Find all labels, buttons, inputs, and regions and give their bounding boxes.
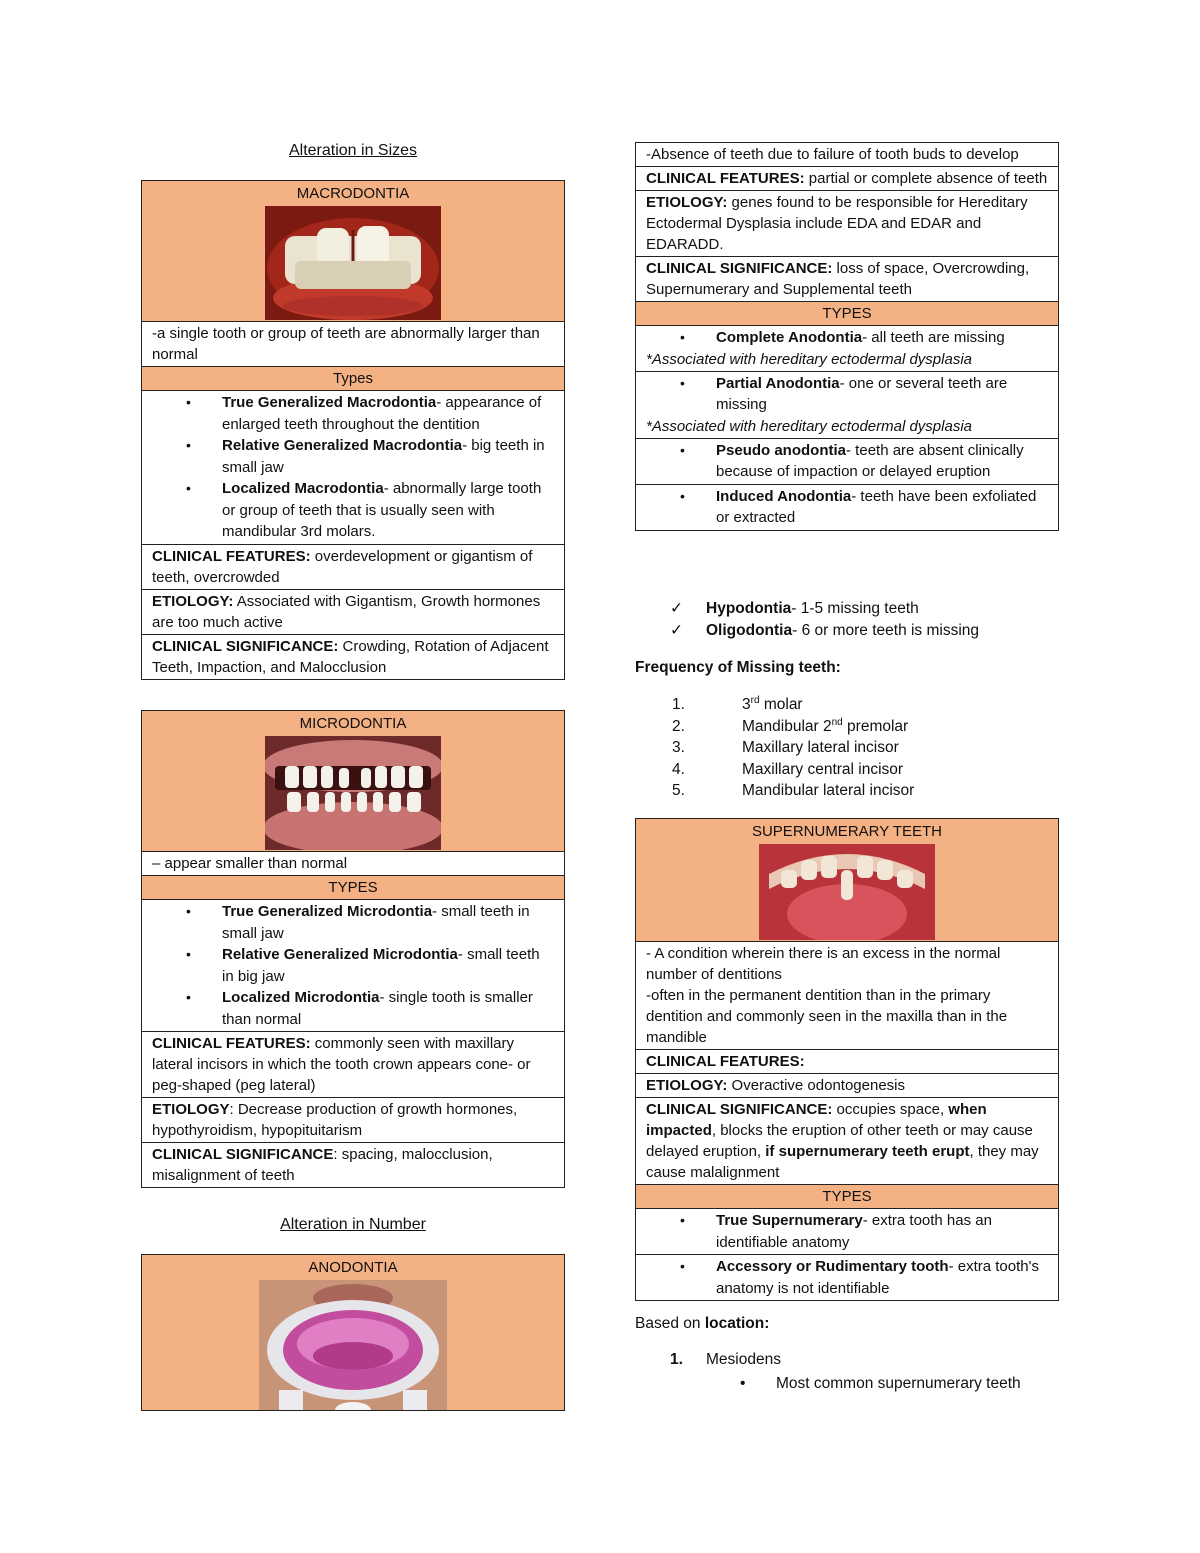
microdontia-types [142, 900, 565, 1032]
microdontia-title: MICRODONTIA [299, 715, 407, 732]
microdontia-photo [265, 736, 441, 850]
microdontia-table [141, 710, 565, 1188]
list-item: ✓ Oligodontia- 6 or more teeth is missing [670, 620, 1070, 642]
supernumerary-etiology: ETIOLOGY: Overactive odontogenesis [636, 1074, 1059, 1098]
check-list [670, 598, 1070, 642]
check-icon: ✓ [670, 622, 683, 639]
location-heading: Based on location: [635, 1315, 770, 1332]
list-item: • Complete Anodontia- all teeth are missing [716, 327, 1048, 349]
supernumerary-type-accessory [636, 1255, 1059, 1301]
microdontia-etiology: ETIOLOGY: Decrease production of growth hormones, hypothyroidism, hypopituitarism [142, 1098, 565, 1143]
macrodontia-header [142, 181, 565, 322]
anodontia-title: ANODONTIA [308, 1259, 398, 1276]
microdontia-types-header: TYPES [142, 876, 565, 900]
list-item: 2. Mandibular 2nd premolar [672, 716, 909, 735]
macrodontia-types [142, 391, 565, 545]
list-item: • Relative Generalized Microdontia- small teeth in big jaw [222, 944, 554, 987]
list-item: • Localized Microdontia- single tooth is smaller than normal [222, 987, 554, 1030]
list-item: 1. 3rd molar [672, 694, 803, 713]
microdontia-significance: CLINICAL SIGNIFICANCE: spacing, malocclusion, misalignment of teeth [142, 1143, 565, 1188]
check-icon: ✓ [670, 600, 683, 617]
list-item: • True Generalized Microdontia- small teeth in small jaw [222, 901, 554, 944]
macrodontia-etiology: ETIOLOGY: Associated with Gigantism, Growth hormones are too much active [142, 589, 565, 634]
macrodontia-photo [265, 206, 441, 320]
anodontia-partial-note: *Associated with hereditary ectodermal dysplasia [646, 417, 972, 435]
microdontia-header [142, 711, 565, 852]
list-item: 1. Mesiodens [670, 1351, 781, 1368]
anodontia-complete [636, 326, 1059, 372]
anodontia-etiology: ETIOLOGY: genes found to be responsible for Hereditary Ectodermal Dysplasia include EDA and EDAR and EDARADD. [636, 191, 1059, 257]
list-item: • Relative Generalized Macrodontia- big teeth in small jaw [222, 435, 554, 478]
anodontia-photo [259, 1280, 447, 1410]
sizes-heading: Alteration in Sizes [288, 142, 418, 159]
supernumerary-types-header: TYPES [636, 1185, 1059, 1209]
anodontia-complete-note: *Associated with hereditary ectodermal dysplasia [646, 350, 972, 368]
list-item: 4. Maxillary central incisor [672, 760, 904, 778]
anodontia-types-header: TYPES [636, 302, 1059, 326]
microdontia-definition: – appear smaller than normal [142, 852, 565, 876]
list-item: • Partial Anodontia- one or several teeth are missing [716, 373, 1048, 416]
supernumerary-title: SUPERNUMERARY TEETH [751, 823, 943, 840]
list-item: ✓ Hypodontia- 1-5 missing teeth [670, 598, 1070, 620]
anodontia-clinical: CLINICAL FEATURES: partial or complete absence of teeth [636, 167, 1059, 191]
anodontia-definition: -Absence of teeth due to failure of tooth buds to develop [636, 143, 1059, 167]
list-item: • Localized Macrodontia- abnormally large tooth or group of teeth that is usually seen with mandibular 3rd molars. [222, 478, 554, 543]
location-list [670, 1349, 1090, 1395]
supernumerary-photo [759, 844, 935, 940]
macrodontia-types-header: Types [142, 367, 565, 391]
anodontia-header [142, 1255, 565, 1411]
macrodontia-title: MACRODONTIA [296, 185, 410, 202]
list-item: • Induced Anodontia- teeth have been exfoliated or extracted [716, 486, 1048, 529]
list-item: • Pseudo anodontia- teeth are absent clinically because of impaction or delayed eruption [716, 440, 1048, 483]
anodontia-pseudo [636, 438, 1059, 484]
macrodontia-clinical: CLINICAL FEATURES: overdevelopment or gigantism of teeth, overcrowded [142, 544, 565, 589]
number-heading: Alteration in Number [280, 1216, 426, 1233]
macrodontia-significance: CLINICAL SIGNIFICANCE: Crowding, Rotation of Adjacent Teeth, Impaction, and Malocclusion [142, 634, 565, 679]
supernumerary-type-true [636, 1209, 1059, 1255]
list-item: • True Generalized Macrodontia- appearance of enlarged teeth throughout the dentition [222, 392, 554, 435]
supernumerary-header [636, 819, 1059, 942]
supernumerary-clinical: CLINICAL FEATURES: [636, 1050, 1059, 1074]
frequency-heading: Frequency of Missing teeth: [635, 659, 841, 676]
frequency-list [670, 694, 1070, 802]
anodontia-partial [636, 371, 1059, 438]
list-item: • Most common supernumerary teeth [740, 1375, 1021, 1392]
anodontia-photo-table [141, 1254, 565, 1411]
macrodontia-definition: -a single tooth or group of teeth are abnormally larger than normal [142, 322, 565, 367]
supernumerary-definition: - A condition wherein there is an excess in the normal number of dentitions -often in the permanent dentition than in the primary dentition and commonly seen in the maxilla than in the mandible [636, 942, 1059, 1050]
list-item: • Accessory or Rudimentary tooth- extra tooth's anatomy is not identifiable [716, 1256, 1048, 1299]
anodontia-significance: CLINICAL SIGNIFICANCE: loss of space, Overcrowding, Supernumerary and Supplemental teeth [636, 257, 1059, 302]
microdontia-clinical: CLINICAL FEATURES: commonly seen with maxillary lateral incisors in which the tooth crown appears cone- or peg-shaped (peg lateral) [142, 1032, 565, 1098]
supernumerary-table [635, 818, 1059, 1301]
anodontia-table [635, 142, 1059, 531]
supernumerary-significance: CLINICAL SIGNIFICANCE: occupies space, when impacted, blocks the eruption of other teeth or may cause delayed eruption, if supernumerary teeth erupt, they may cause malalignment [636, 1098, 1059, 1185]
anodontia-induced [636, 484, 1059, 530]
list-item: 5. Mandibular lateral incisor [672, 782, 915, 799]
list-item: 3. Maxillary lateral incisor [672, 739, 899, 756]
list-item: • True Supernumerary- extra tooth has an identifiable anatomy [716, 1210, 1048, 1253]
macrodontia-table [141, 180, 565, 680]
